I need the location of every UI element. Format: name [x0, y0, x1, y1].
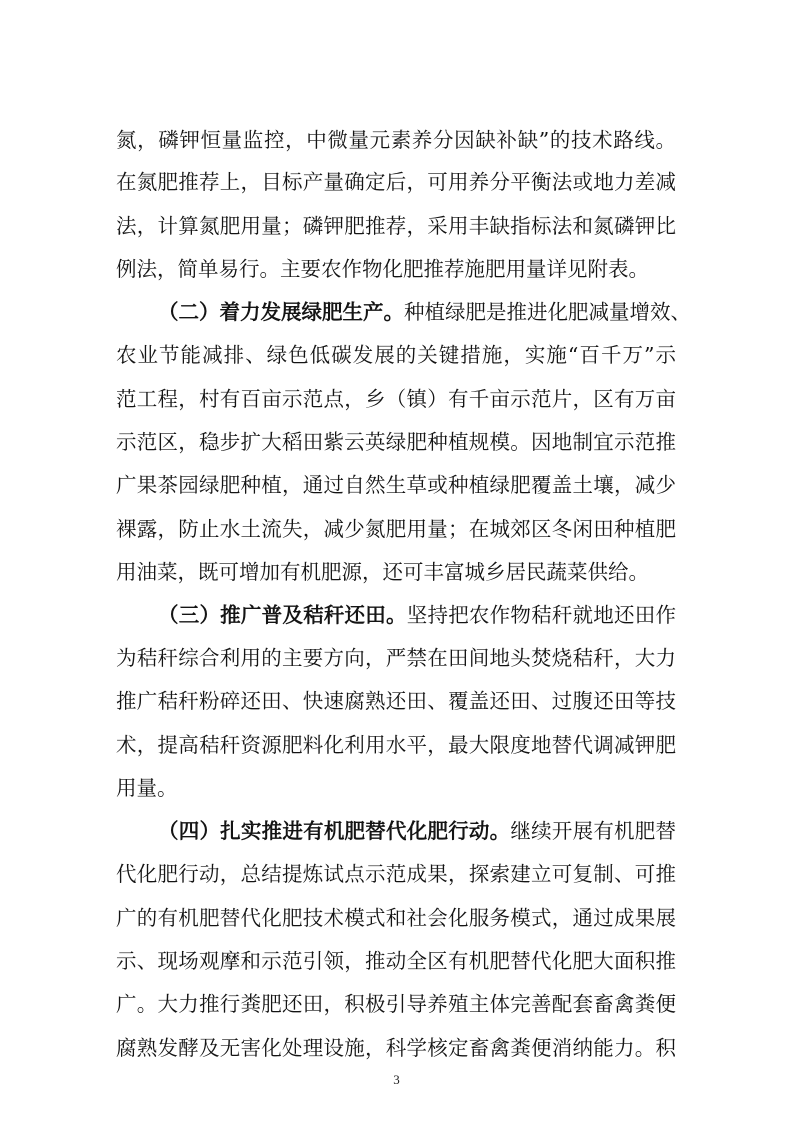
text-line — [116, 216, 676, 237]
text-segment: 腐熟发酵及无害化处理设施，科学核定畜禽粪便消纳能力。积 — [116, 1036, 676, 1060]
text-segment: 坚持把农作物秸秆就地还田作 — [406, 603, 676, 627]
text-segment: 用油菜，既可增加有机肥源，还可丰富城乡居民蔬菜供给。 — [116, 560, 649, 584]
section-heading: （三）推广普及秸秆还田。 — [158, 603, 407, 627]
section-heading: （二）着力发展绿肥生产。 — [158, 300, 404, 324]
text-segment: 用量。 — [116, 776, 178, 800]
section-heading: （四）扎实推进有机肥替代化肥行动。 — [158, 819, 511, 843]
text-line — [116, 691, 676, 712]
text-line — [116, 519, 676, 540]
text-segment: 代化肥行动，总结提炼试点示范成果，探索建立可复制、可推 — [116, 862, 676, 886]
text-segment: 氮，磷钾恒量监控，中微量元素养分因缺补缺”的技术路线。 — [116, 128, 676, 152]
text-segment: 示、现场观摩和示范引领，推动全区有机肥替代化肥大面积推 — [116, 949, 676, 973]
text-line — [116, 951, 676, 972]
text-line — [158, 300, 691, 324]
text-segment: 种植绿肥是推进化肥减量增效、 — [404, 300, 691, 324]
text-line — [116, 562, 676, 583]
text-segment: 例法，简单易行。主要农作物化肥推荐施肥用量详见附表。 — [116, 257, 649, 281]
text-segment: 裸露，防止水土流失，减少氮肥用量；在城郊区冬闲田种植肥 — [116, 517, 676, 541]
text-line — [116, 778, 676, 799]
text-segment: 示范区，稳步扩大稻田紫云英绿肥种植规模。因地制宜示范推 — [116, 430, 676, 454]
text-line — [116, 864, 676, 885]
text-line — [116, 432, 676, 453]
text-line — [116, 259, 676, 280]
text-segment: 广。大力推行粪肥还田，积极引导养殖主体完善配套畜禽粪便 — [116, 992, 676, 1016]
text-line — [158, 605, 676, 626]
text-segment: 术，提高秸秆资源肥料化利用水平，最大限度地替代调减钾肥 — [116, 733, 676, 757]
text-segment: 在氮肥推荐上，目标产量确定后，可用养分平衡法或地力差减 — [116, 170, 676, 194]
text-segment: 农业节能减排、绿色低碳发展的关键措施，实施“百千万”示 — [116, 343, 676, 367]
text-segment: 继续开展有机肥替 — [510, 819, 677, 843]
text-line — [116, 648, 676, 669]
text-line — [116, 994, 676, 1015]
text-segment: 推广秸秆粉碎还田、快速腐熟还田、覆盖还田、过腹还田等技 — [116, 689, 676, 713]
text-line — [116, 1038, 676, 1059]
text-line — [158, 821, 676, 842]
text-line — [116, 130, 676, 151]
text-segment: 广果茶园绿肥种植，通过自然生草或种植绿肥覆盖土壤，减少 — [116, 473, 676, 497]
text-line — [116, 908, 676, 929]
text-line — [116, 735, 676, 756]
text-line — [116, 389, 676, 410]
text-segment: 为秸秆综合利用的主要方向，严禁在田间地头焚烧秸秆，大力 — [116, 646, 676, 670]
text-segment: 广的有机肥替代化肥技术模式和社会化服务模式，通过成果展 — [116, 906, 676, 930]
text-line — [116, 345, 676, 366]
text-segment: 范工程，村有百亩示范点，乡（镇）有千亩示范片，区有万亩 — [116, 387, 676, 411]
text-segment: 法，计算氮肥用量；磷钾肥推荐，采用丰缺指标法和氮磷钾比 — [116, 214, 676, 238]
text-line — [116, 475, 676, 496]
text-line — [116, 172, 676, 193]
page-number: 3 — [393, 1072, 400, 1087]
